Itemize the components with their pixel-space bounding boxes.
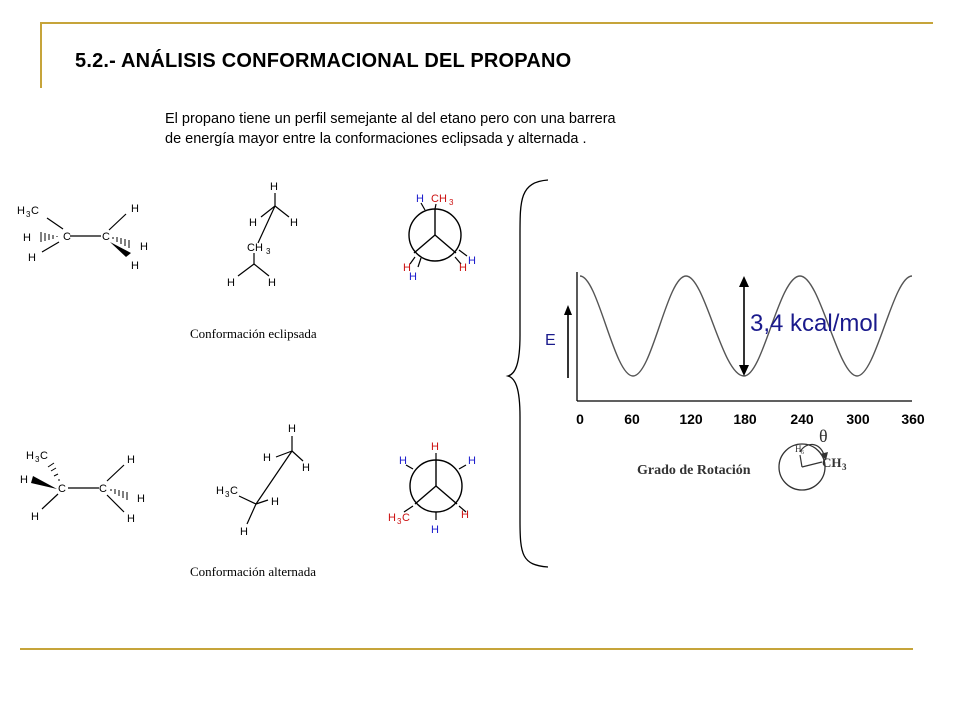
atom-h: H [140, 241, 148, 253]
newman-h: H [409, 271, 417, 283]
x-tick-0: 0 [576, 411, 584, 427]
newman-h: H [403, 262, 411, 274]
atom-c-back: C [102, 231, 110, 243]
newman-h: H [468, 255, 476, 267]
atom-h: H [23, 232, 31, 244]
atom-c: C [31, 205, 39, 217]
curly-brace [508, 180, 548, 567]
atom-h: H [17, 205, 25, 217]
intro-line-2: de energía mayor entre la conformaciones eclipsada y alternada . [165, 131, 587, 147]
eclipsed-newman-projection [403, 193, 476, 283]
subscript-3: 3 [26, 210, 31, 219]
atom-h: H [271, 496, 279, 508]
slide-title: 5.2.- ANÁLISIS CONFORMACIONAL DEL PROPANO [75, 50, 572, 72]
atom-h: H [302, 462, 310, 474]
newman-methyl: CH [431, 193, 447, 205]
staggered-sawhorse-structure [239, 436, 303, 524]
barrier-label: 3,4 kcal/mol [750, 310, 879, 337]
rotation-methyl: CH [822, 455, 842, 470]
atom-h: H [26, 450, 34, 462]
rotation-symbol [779, 426, 847, 490]
atom-h: H [31, 511, 39, 523]
subscript-3: 3 [842, 462, 847, 472]
subscript-3: 3 [266, 247, 271, 256]
atom-h: H [131, 203, 139, 215]
newman-h: H [431, 441, 439, 453]
x-tick-240: 240 [790, 411, 814, 427]
atom-h: H [28, 252, 36, 264]
atom-h: H [290, 217, 298, 229]
staggered-sawhorse-labels [216, 423, 310, 538]
x-tick-180: 180 [733, 411, 757, 427]
subscript-6: 6 [801, 450, 804, 456]
eclipsed-sawhorse-structure [238, 193, 289, 276]
x-tick-60: 60 [624, 411, 640, 427]
staggered-newman-projection [388, 441, 476, 536]
atom-h: H [131, 260, 139, 272]
rotation-h: H [795, 444, 802, 454]
eclipsed-sawhorse-labels [227, 181, 298, 289]
atom-c: C [40, 450, 48, 462]
atom-c-back: C [99, 483, 107, 495]
newman-h: H [416, 193, 424, 205]
energy-arrow-head [564, 305, 572, 315]
arrow-head-up [739, 276, 749, 287]
x-tick-120: 120 [679, 411, 703, 427]
newman-h: H [468, 455, 476, 467]
atom-h: H [216, 485, 224, 497]
atom-h: H [127, 513, 135, 525]
atom-h: H [288, 423, 296, 435]
atom-c-front: C [58, 483, 66, 495]
atom-c: C [230, 485, 238, 497]
newman-h: H [461, 509, 469, 521]
eclipsed-wedge-labels [17, 203, 148, 272]
atom-h: H [270, 181, 278, 193]
eclipsed-wedge-structure [41, 214, 131, 257]
caption-staggered: Conformación alternada [190, 564, 316, 579]
atom-h: H [137, 493, 145, 505]
theta-symbol: θ [819, 426, 828, 446]
subscript-3: 3 [449, 198, 454, 207]
newman-h: H [459, 262, 467, 274]
atom-h: H [127, 454, 135, 466]
newman-h: H [431, 524, 439, 536]
atom-h: H [20, 474, 28, 486]
subscript-3: 3 [397, 517, 402, 526]
atom-c-front: C [63, 231, 71, 243]
atom-h: H [227, 277, 235, 289]
newman-methyl: H [388, 512, 396, 524]
staggered-wedge-structure [31, 463, 127, 512]
atom-h: H [263, 452, 271, 464]
newman-h: H [399, 455, 407, 467]
y-axis-label: E [545, 332, 556, 349]
methyl-ch: CH [247, 242, 263, 254]
atom-h: H [268, 277, 276, 289]
newman-methyl-c: C [402, 512, 410, 524]
intro-line-1: El propano tiene un perfil semejante al del etano pero con una barrera [165, 111, 616, 127]
x-tick-360: 360 [901, 411, 925, 427]
atom-h: H [240, 526, 248, 538]
x-tick-300: 300 [846, 411, 870, 427]
energy-plot [545, 272, 925, 478]
caption-eclipsed: Conformación eclipsada [190, 326, 317, 341]
subscript-3: 3 [225, 490, 230, 499]
subscript-3: 3 [35, 455, 40, 464]
x-axis-label: Grado de Rotación [637, 463, 751, 478]
x-tick-labels [576, 411, 925, 427]
atom-h: H [249, 217, 257, 229]
